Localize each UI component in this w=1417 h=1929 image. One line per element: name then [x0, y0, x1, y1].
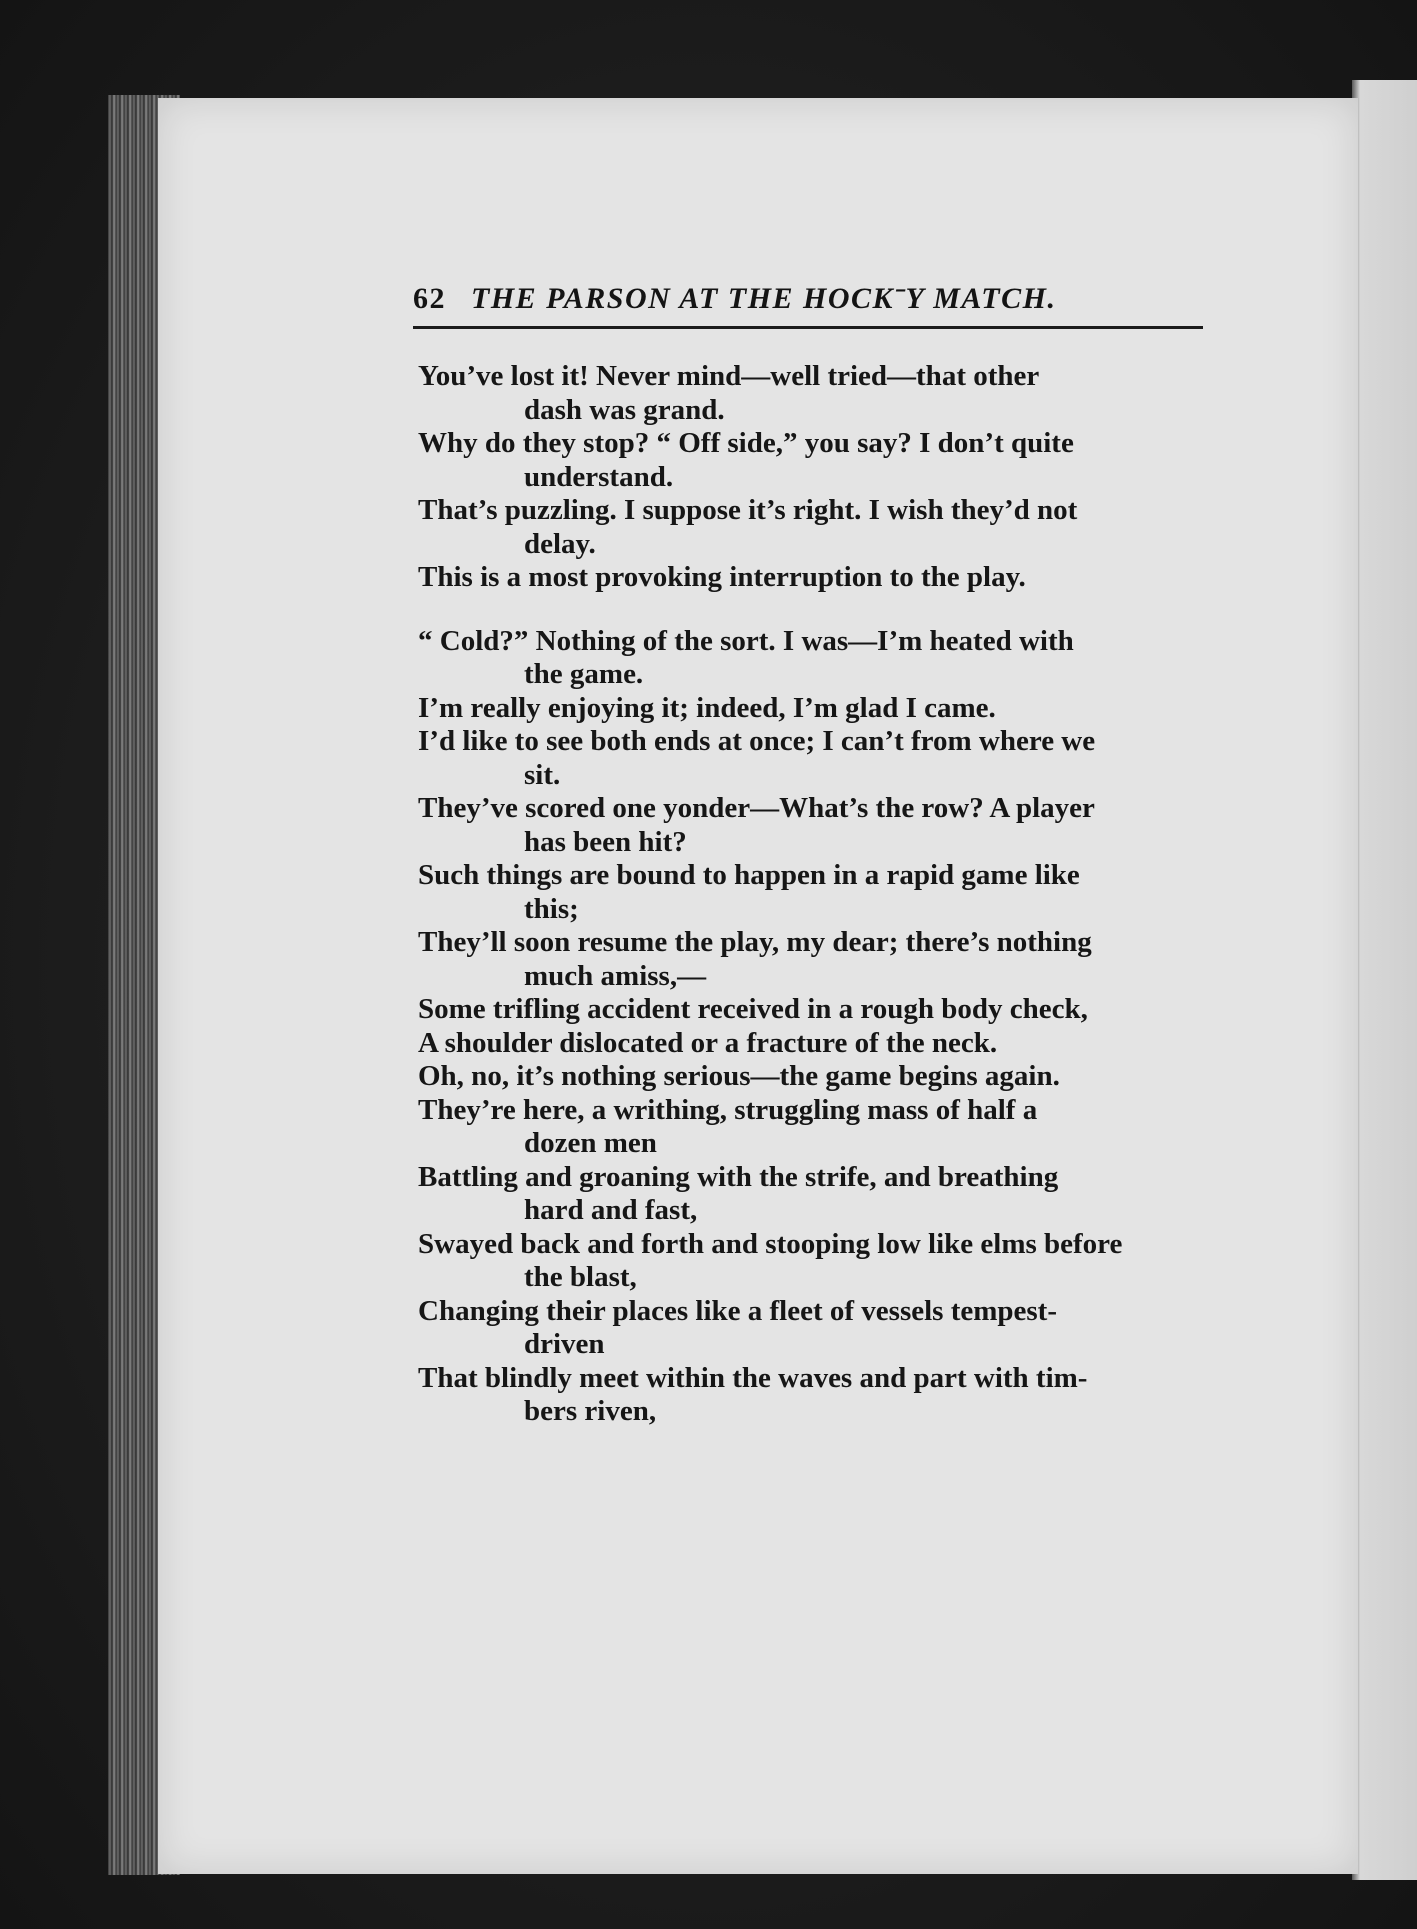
header-rule: [413, 326, 1203, 329]
verse-line-continuation: dozen men: [524, 1127, 657, 1159]
verse-line-text: They’ve scored one yonder—What’s the row? A player: [418, 792, 1095, 824]
verse-line-text: Such things are bound to happen in a rapid game like: [418, 859, 1080, 891]
verse-line-continuation: dash was grand.: [524, 393, 725, 426]
verse-line-continuation: this;: [524, 892, 579, 925]
running-title: THE PARSON AT THE HOCKˉY MATCH.: [471, 282, 1057, 315]
verse-line: [418, 625, 1218, 692]
page-number: 62: [413, 282, 446, 315]
verse-line-text: I’d like to see both ends at once; I can’t from where we: [418, 725, 1096, 757]
verse-line: [418, 1362, 1218, 1429]
stanza: [418, 360, 1218, 595]
verse-line-text: Some trifling accident received in a rough body check,: [418, 993, 1088, 1025]
verse-line: [418, 561, 1218, 595]
verse-line-continuation: sit.: [524, 758, 561, 791]
verse-line-text: “ Cold?” Nothing of the sort. I was—I’m heated with: [418, 624, 1074, 657]
verse-line-text: Swayed back and forth and stooping low like elms before: [418, 1227, 1123, 1260]
verse-line-text: They’re here, a writhing, struggling mass of half a: [418, 1093, 1038, 1126]
verse-line-text: I’m really enjoying it; indeed, I’m glad I came.: [418, 691, 996, 724]
verse-line-continuation: delay.: [524, 527, 596, 560]
verse-line-continuation: much amiss,—: [524, 959, 707, 992]
verse-line: [418, 725, 1218, 792]
verse-line-text: Battling and groaning with the strife, and breathing: [418, 1160, 1059, 1193]
verse-line-text: Oh, no, it’s nothing serious—the game begins again.: [418, 1060, 1060, 1092]
facing-page-edge: [1352, 80, 1417, 1880]
verse-line-continuation: driven: [524, 1328, 605, 1360]
verse-line: [418, 1027, 1218, 1061]
running-header: [413, 282, 1213, 322]
verse-line: [418, 692, 1218, 726]
verse-line: [418, 427, 1218, 494]
verse-line: [418, 1228, 1218, 1295]
verse-line: [418, 859, 1218, 926]
verse-line-continuation: bers riven,: [524, 1395, 657, 1427]
verse-line: [418, 494, 1218, 561]
verse-line-continuation: hard and fast,: [524, 1194, 698, 1226]
verse-line-text: A shoulder dislocated or a fracture of the neck.: [418, 1026, 998, 1059]
verse-line-continuation: has been hit?: [524, 825, 687, 858]
verse-line-continuation: the blast,: [524, 1261, 637, 1293]
verse-line: [418, 1094, 1218, 1161]
verse-line: [418, 926, 1218, 993]
verse-line: [418, 792, 1218, 859]
verse-line-text: Why do they stop? “ Off side,” you say? I don’t quite: [418, 427, 1074, 459]
verse-line: [418, 1295, 1218, 1362]
verse-line: [418, 1060, 1218, 1094]
verse-line: [418, 1161, 1218, 1228]
verse-line-text: Changing their places like a fleet of vessels tempest-: [418, 1294, 1057, 1327]
verse-line: [418, 993, 1218, 1027]
verse-line-text: You’ve lost it! Never mind—well tried—that other: [418, 360, 1040, 392]
verse-line: [418, 360, 1218, 427]
verse-line-text: That blindly meet within the waves and part with tim-: [418, 1361, 1088, 1394]
verse-line-text: They’ll soon resume the play, my dear; there’s nothing: [418, 926, 1092, 958]
verse-line-continuation: understand.: [524, 460, 674, 493]
poem-text: [418, 360, 1218, 1429]
stanza: [418, 625, 1218, 1429]
verse-line-text: This is a most provoking interruption to the play.: [418, 561, 1026, 593]
verse-line-continuation: the game.: [524, 658, 644, 690]
verse-line-text: That’s puzzling. I suppose it’s right. I wish they’d not: [418, 494, 1078, 526]
